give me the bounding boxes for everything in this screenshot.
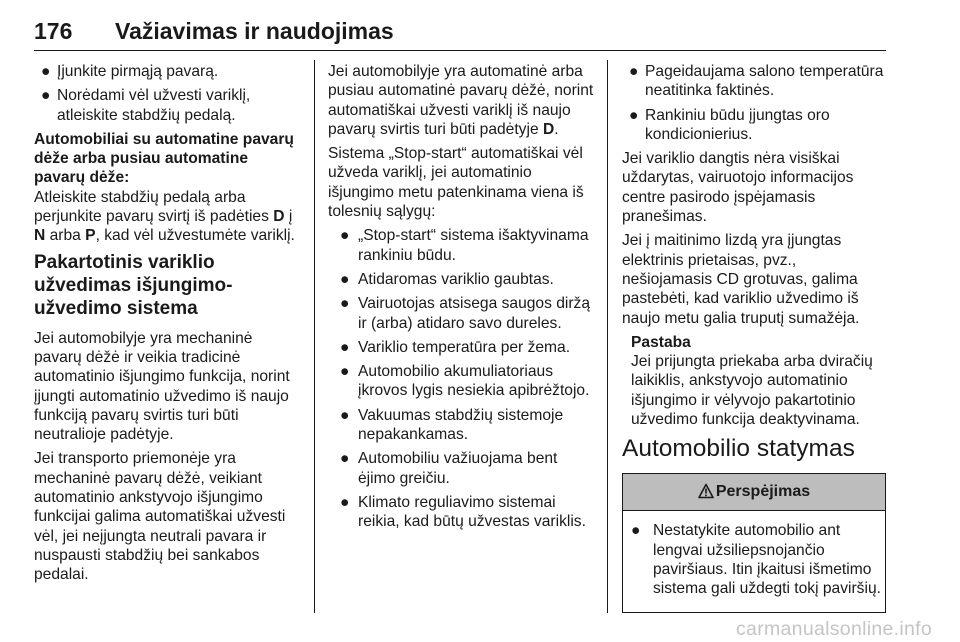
- column-2: [328, 62, 596, 537]
- bullet-icon: ●: [631, 522, 641, 540]
- bullet-icon: ●: [340, 270, 350, 288]
- list-item-text: Variklio temperatūra per žema.: [358, 338, 571, 356]
- running-title: Važiavimas ir naudojimas: [115, 18, 394, 44]
- bullet-icon: ●: [340, 450, 350, 468]
- warning-body: [623, 511, 885, 611]
- bullet-icon: ●: [340, 493, 350, 511]
- list-item-text: Automobiliu važiuojama bent ėjimo greičiu.: [358, 450, 558, 487]
- list-item: [328, 406, 596, 445]
- warning-box: [622, 473, 886, 612]
- section-heading: Pakartotinis variklio užvedimas išjungimo-užvedimo sistema: [34, 251, 233, 319]
- paragraph: Jei į maitinimo lizdą yra įjungtas elektrinis prietaisas, pvz., nešiojamasis CD grotuvas, galima pastebėti, kad variklio užvedimo iš naujo metu galia truputį sumažėja.: [622, 232, 860, 327]
- column-divider: [607, 60, 608, 613]
- list-item-text: Rankiniu būdu įjungtas oro kondicionierius.: [645, 106, 830, 143]
- note-title: Pastaba: [631, 333, 691, 351]
- subheading: Automobiliai su automatine pavarų dėže arba pusiau automatine pavarų dėže:: [34, 130, 294, 187]
- text-run: Atleiskite stabdžių pedalą arba perjunkite pavarų svirtį iš padėties: [34, 188, 274, 226]
- text-run: , kad vėl užvestumėte variklį.: [95, 227, 295, 245]
- header-rule: [34, 50, 886, 51]
- column-3: [622, 62, 886, 613]
- list-item: [622, 106, 886, 145]
- paragraph: Sistema „Stop-start“ automatiškai vėl užveda variklį, jei automatinio išjungimo metu patenkinama viena iš tolesnių sąlygų:: [328, 145, 584, 221]
- note-block: [622, 333, 886, 429]
- bullet-icon: ●: [340, 227, 350, 245]
- gear-letter: D: [542, 120, 555, 138]
- bullet-list: [34, 62, 302, 125]
- bullet-list: [622, 62, 886, 144]
- warning-title: Perspėjimas: [715, 483, 811, 501]
- page-header: [34, 18, 886, 48]
- list-item-text: Nestatykite automobilio ant lengvai užsiliepsnojančio paviršiaus. Itin įkaitusi išmetimo sistema gali uždegti tokį paviršių.: [653, 522, 881, 598]
- list-item-text: Atidaromas variklio gaubtas.: [358, 270, 554, 288]
- watermark: carmanualsonline.info: [736, 618, 932, 640]
- list-item: [34, 86, 302, 125]
- list-item: [328, 449, 596, 488]
- text-run: į: [284, 208, 293, 226]
- text-run: arba: [45, 227, 86, 245]
- list-item: [328, 294, 596, 333]
- paragraph: Jei automobilyje yra mechaninė pavarų dėžė ir veikia tradicinė automatinio išjungimo funkcija, norint įjungti automatinio užvedimo iš naujo funkciją pavarų svirtis turi būti neutralioje padėtyje.: [34, 329, 290, 444]
- list-item-text: Pageidaujama salono temperatūra neatitinka faktinės.: [645, 63, 884, 100]
- gear-letter: P: [85, 227, 96, 245]
- list-item: [328, 338, 596, 357]
- list-item-text: Norėdami vėl užvesti variklį, atleiskite stabdžių pedalą.: [57, 87, 251, 124]
- list-item: [328, 362, 596, 401]
- list-item-text: Automobilio akumuliatoriaus įkrovos lygis nesiekia apibrėžtojo.: [358, 363, 590, 400]
- list-item-text: „Stop-start“ sistema išaktyvinama rankiniu būdu.: [358, 227, 589, 264]
- paragraph: Jei variklio dangtis nėra visiškai uždarytas, vairuotojo informacijos centre pasirodo įspėjamasis pranešimas.: [622, 150, 854, 226]
- column-1: [34, 62, 302, 590]
- page-number: 176: [34, 18, 73, 44]
- bullet-icon: ●: [629, 106, 639, 124]
- bullet-list: [328, 226, 596, 531]
- note-text: Jei prijungta priekaba arba dviračių laikiklis, ankstyvojo automatinio išjungimo ir vėlyvojo pakartotinio užvedimo funkcija deaktyvinama.: [631, 353, 873, 429]
- bullet-icon: ●: [340, 406, 350, 424]
- list-item: [328, 270, 596, 289]
- bullet-icon: ●: [340, 295, 350, 313]
- text-run: .: [554, 120, 559, 138]
- list-item: [623, 521, 885, 598]
- list-item-text: Klimato reguliavimo sistemai reikia, kad būtų užvestas variklis.: [358, 493, 586, 531]
- list-item: [328, 226, 596, 265]
- list-item-text: Įjunkite pirmąją pavarą.: [57, 63, 219, 80]
- list-item: [34, 62, 302, 81]
- list-item: [622, 62, 886, 101]
- paragraph: Jei transporto priemonėje yra mechaninė pavarų dėžė, veikiant automatinio ankstyvojo išjungimo funkcijai galima automatiškai užvesti vėl, jei neįjungta neutrali pavara ir nuspausti stabdžių bei sankabos pedalai.: [34, 450, 286, 584]
- bullet-icon: ●: [340, 363, 350, 381]
- column-divider: [314, 60, 315, 613]
- warning-triangle-icon: [698, 483, 714, 499]
- gear-letter: N: [34, 227, 46, 245]
- bullet-list: [623, 521, 885, 598]
- paragraph: [328, 62, 596, 139]
- bullet-icon: ●: [340, 338, 350, 356]
- gear-letter: D: [273, 208, 285, 226]
- paragraph: [34, 188, 302, 246]
- bullet-icon: ●: [41, 63, 51, 80]
- warning-header: [623, 474, 885, 511]
- bullet-icon: ●: [629, 63, 639, 80]
- list-item: [328, 493, 596, 532]
- bullet-icon: ●: [41, 87, 51, 105]
- section-heading: Automobilio statymas: [622, 435, 855, 463]
- text-run: Jei automobilyje yra automatinė arba pusiau automatinė pavarų dėžė, norint automatiškai užvesti variklį iš naujo pavarų svirtis turi būti padėtyje: [328, 63, 594, 138]
- list-item-text: Vakuumas stabdžių sistemoje nepakankamas.: [358, 406, 564, 444]
- list-item-text: Vairuotojas atsisega saugos diržą ir (arba) atidaro savo dureles.: [358, 295, 591, 332]
